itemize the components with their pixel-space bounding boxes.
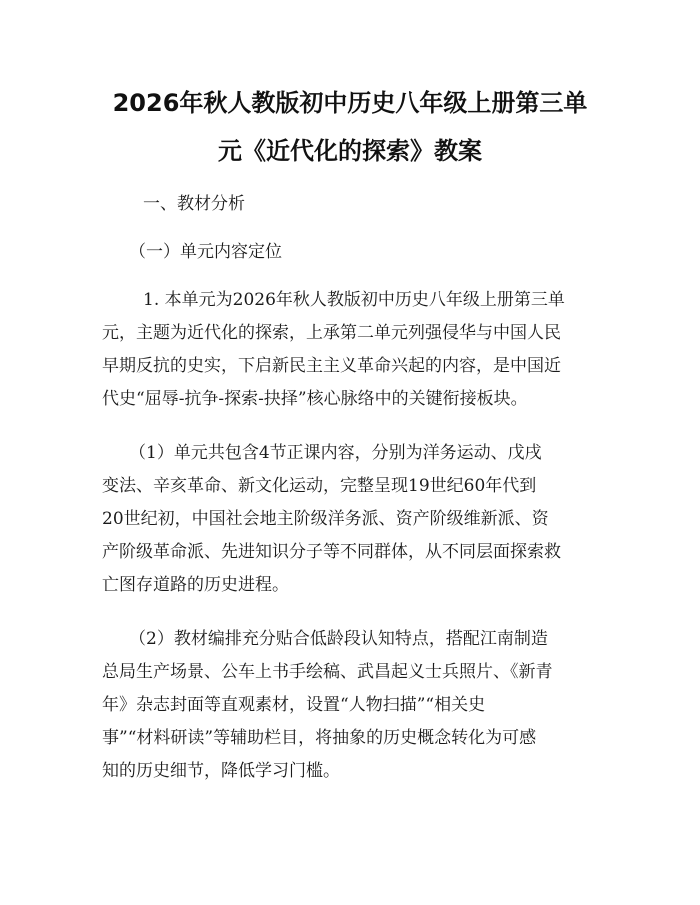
paragraph-2-line-4: 产阶级革命派、先进知识分子等不同群体，从不同层面探索救 xyxy=(102,542,561,562)
subsection-heading: （一）单元内容定位 xyxy=(129,242,282,262)
paragraph-1-line-3: 早期反抗的史实，下启新民主主义革命兴起的内容，是中国近 xyxy=(102,356,561,376)
paragraph-3-line-4: 事”“材料研读”等辅助栏目，将抽象的历史概念转化为可感 xyxy=(102,728,537,748)
paragraph-1-line-2: 元，主题为近代化的探索，上承第二单元列强侵华与中国人民 xyxy=(102,323,561,343)
paragraph-3-line-5: 知的历史细节，降低学习门槛。 xyxy=(102,761,340,781)
paragraph-1-line-1: 1. 本单元为2026年秋人教版初中历史八年级上册第三单 xyxy=(143,290,565,310)
paragraph-3-line-2: 总局生产场景、公车上书手绘稿、武昌起义士兵照片、《新青 xyxy=(102,662,553,682)
paragraph-2-line-5: 亡图存道路的历史进程。 xyxy=(102,575,289,595)
paragraph-2-line-3: 20世纪初，中国社会地主阶级洋务派、资产阶级维新派、资 xyxy=(102,509,549,529)
document-title-line-1: 2026年秋人教版初中历史八年级上册第三单 xyxy=(112,89,588,117)
paragraph-2-line-1: （1）单元共包含4节正课内容，分别为洋务运动、戊戌 xyxy=(129,443,542,463)
paragraph-3-line-3: 年》杂志封面等直观素材，设置“人物扫描”“相关史 xyxy=(102,695,486,715)
paragraph-3-line-1: （2）教材编排充分贴合低龄段认知特点，搭配江南制造 xyxy=(129,629,548,649)
paragraph-2-line-2: 变法、辛亥革命、新文化运动，完整呈现19世纪60年代到 xyxy=(102,476,537,496)
paragraph-1-line-4: 代史“屈辱-抗争-探索-抉择”核心脉络中的关键衔接板块。 xyxy=(102,389,528,409)
document-title-line-2: 元《近代化的探索》教案 xyxy=(218,137,482,165)
section-heading: 一、教材分析 xyxy=(143,194,245,214)
